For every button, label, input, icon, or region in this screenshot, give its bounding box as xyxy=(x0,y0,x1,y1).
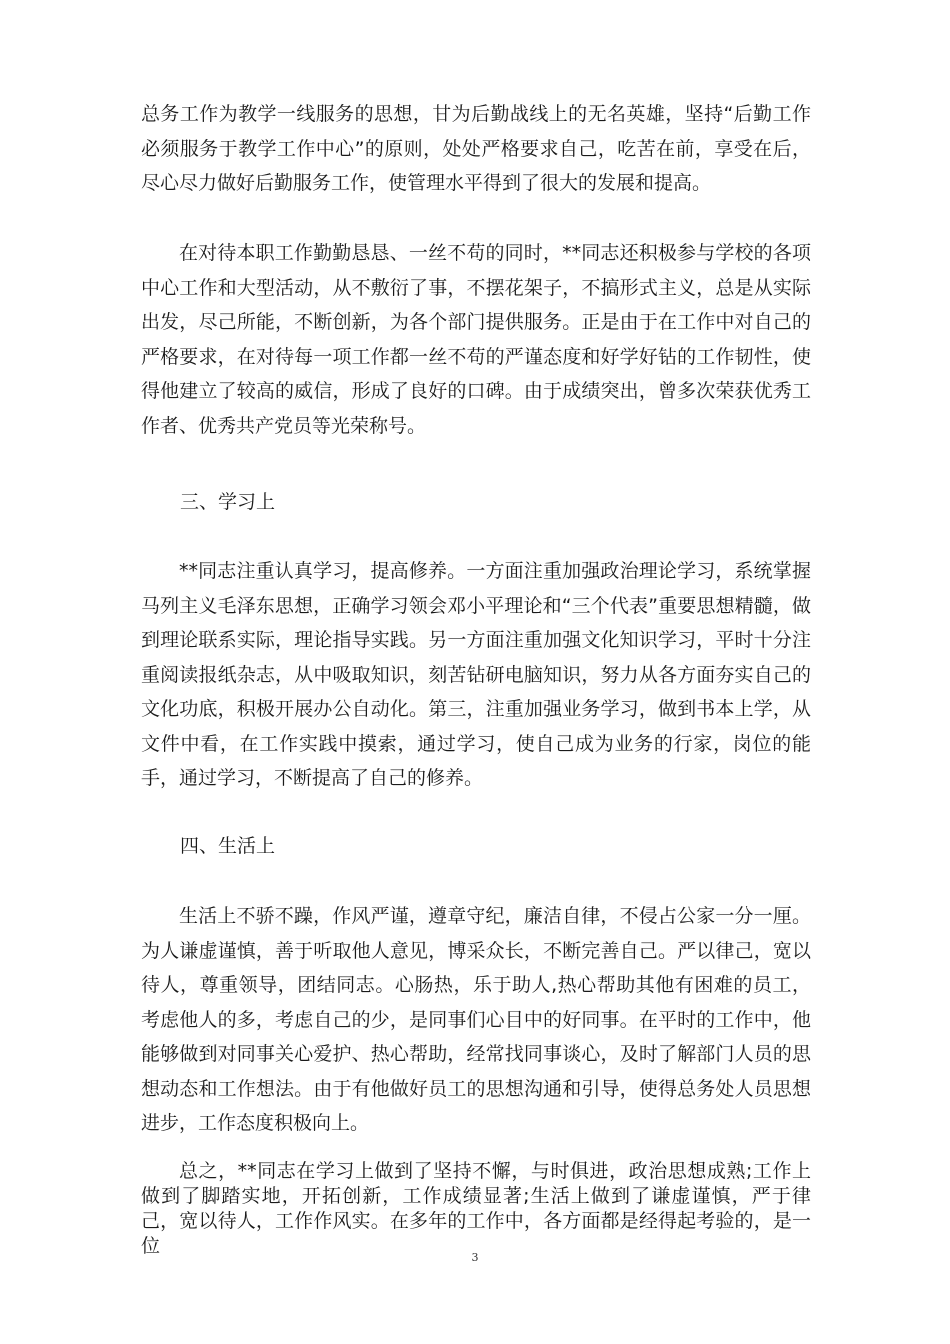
paragraph-service-philosophy: 总务工作为教学一线服务的思想，甘为后勤战线上的无名英雄，坚持“后勤工作必须服务于教学工作中心”的原则，处处严格要求自己，吃苦在前，享受在后，尽心尽力做好后勤服务工作，使管理水平得到了很大的发展和提高。 xyxy=(141,103,811,194)
section-heading-study: 三、学习上 xyxy=(180,491,276,513)
paragraph-life: 生活上不骄不躁，作风严谨，遵章守纪，廉洁自律，不侵占公家一分一厘。为人谦虚谨慎，善于听取他人意见，博采众长，不断完善自己。严以律己，宽以待人，尊重领导，团结同志。心肠热，乐于助人,热心帮助其他有困难的员工，考虑他人的多，考虑自己的少，是同事们心目中的好同事。在平时的工作中，他能够做到对同事关心爱护、热心帮助，经常找同事谈心，及时了解部门人员的思想动态和工作想法。由于有他做好员工的思想沟通和引导，使得总务处人员思想进步，工作态度积极向上。 xyxy=(141,905,811,1134)
paragraph-work-attitude: 在对待本职工作勤勤恳恳、一丝不苟的同时，**同志还积极参与学校的各项中心工作和大型活动，从不敷衍了事，不摆花架子，不搞形式主义，总是从实际出发，尽己所能，不断创新，为各个部门提供服务。正是由于在工作中对自己的严格要求，在对待每一项工作都一丝不苟的严谨态度和好学好钻的工作韧性，使得他建立了较高的威信，形成了良好的口碑。由于成绩突出，曾多次荣获优秀工作者、优秀共产党员等光荣称号。 xyxy=(141,242,811,437)
paragraph-study: **同志注重认真学习，提高修养。一方面注重加强政治理论学习，系统掌握马列主义毛泽东思想，正确学习领会邓小平理论和“三个代表”重要思想精髓，做到理论联系实际，理论指导实践。另一方面注重加强文化知识学习，平时十分注重阅读报纸杂志，从中吸取知识，刻苦钻研电脑知识，努力从各方面夯实自己的文化功底，积极开展办公自动化。第三，注重加强业务学习，做到书本上学，从文件中看，在工作实践中摸索，通过学习，使自己成为业务的行家，岗位的能手，通过学习，不断提高了自己的修养。 xyxy=(141,560,811,789)
page-number: 3 xyxy=(471,1251,479,1264)
paragraph-summary: 总之，**同志在学习上做到了坚持不懈，与时俱进，政治思想成熟;工作上做到了脚踏实地，开拓创新，工作成绩显著;生活上做到了谦虚谨慎，严于律己，宽以待人，工作作风实。在多年的工作中，各方面都是经得起考验的，是一位 xyxy=(141,1160,811,1257)
section-heading-life: 四、生活上 xyxy=(180,835,276,857)
